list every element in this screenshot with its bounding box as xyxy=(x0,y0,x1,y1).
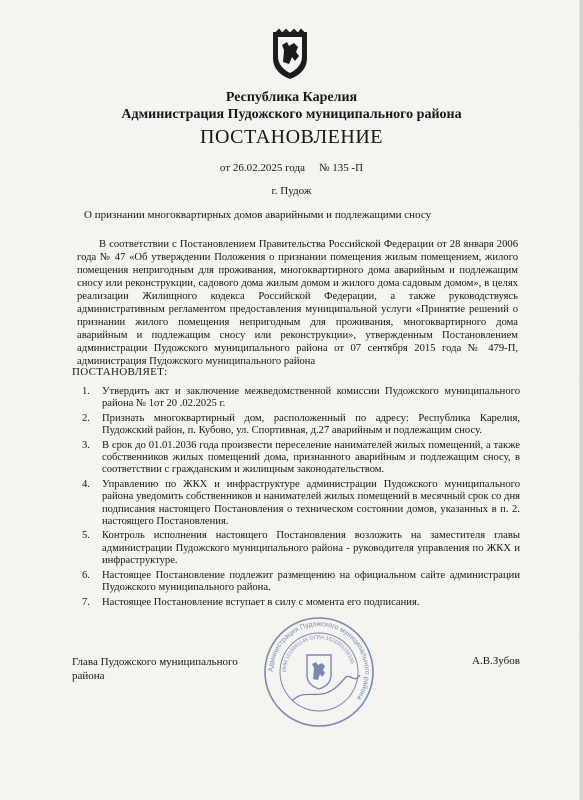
item-text: Управлению по ЖКХ и инфраструктуре администрации Пудожского муниципального района уведомить собственников и нанимателей жилых помещений в месячный срок со дня подписания настоящего Постановления о техническом состоянии домов, указанных в п. 2. настоящего Постановления. xyxy=(102,478,520,528)
signatory-position xyxy=(72,655,238,683)
resolution-item xyxy=(80,440,520,477)
resolution-item xyxy=(80,413,520,438)
document-type: ПОСТАНОВЛЕНИЕ xyxy=(200,126,383,148)
document-city: г. Пудож xyxy=(271,185,312,197)
document-date-number xyxy=(0,162,583,174)
item-text: Утвердить акт и заключение межведомственной комиссии Пудожского муниципального района № 1от 20 .02.2025 г. xyxy=(102,386,520,410)
item-text: Настоящее Постановление подлежит размещению на официальном сайте администрации Пудожского муниципального района. xyxy=(102,569,520,594)
document-date: от 26.02.2025 года xyxy=(219,162,305,174)
item-number: 6. xyxy=(82,569,90,581)
resolution-items xyxy=(80,386,520,611)
item-number: 5. xyxy=(82,530,90,542)
resolution-item xyxy=(80,386,520,411)
resolves-heading: ПОСТАНОВЛЯЕТ: xyxy=(72,366,168,378)
item-number: 2. xyxy=(82,412,90,424)
official-stamp xyxy=(262,615,376,729)
item-number: 7. xyxy=(82,596,90,608)
item-text: Настоящее Постановление вступает в силу с момента его подписания. xyxy=(102,596,420,608)
resolution-item xyxy=(80,570,520,595)
item-number: 4. xyxy=(82,478,90,490)
republic-title: Республика Карелия xyxy=(225,90,358,105)
item-text: Контроль исполнения настоящего Постановления возложить на заместителя главы администрации Пудожского муниципального района - руководителя управления по ЖКХ и инфраструктуре. xyxy=(102,530,520,567)
stamp-inner-text: ИНН 1015001145 ОГРН 1021001150190 xyxy=(281,634,355,673)
signatory-position-line2: района xyxy=(72,670,105,682)
item-number: 1. xyxy=(82,386,90,397)
item-number: 3. xyxy=(82,439,90,451)
document-number: № 135 -П xyxy=(318,162,364,174)
stamp-emblem-icon xyxy=(307,655,331,689)
resolution-item xyxy=(80,597,520,609)
administration-title: Администрация Пудожского муниципального района xyxy=(121,107,462,122)
document-subject: О признании многоквартирных домов аварийными и подлежащими сносу xyxy=(84,209,432,221)
item-text: Признать многоквартирный дом, расположенный по адресу: Республика Карелия, Пудожский район, п. Кубово, ул. Спортивная, д.27 аварийным и подлежащим сносу. xyxy=(102,412,520,437)
signatory-name: А.В.Зубов xyxy=(472,655,520,667)
stamp-outer-text: Администрация Пудожского муниципального района xyxy=(267,620,371,702)
resolution-item xyxy=(80,530,520,567)
signatory-position-line1: Глава Пудожского муниципального xyxy=(72,656,238,668)
item-text: В срок до 01.01.2036 года произвести переселение нанимателей жилых помещений, а также собственников жилых помещений дома, признанного аварийным и подлежащим сносу, в соответствии с гражданским и жилищным законодательством. xyxy=(102,439,520,476)
resolution-item xyxy=(80,479,520,529)
karelia-coat-of-arms-icon xyxy=(270,28,310,80)
preamble-paragraph: В соответствии с Постановлением Правительства Российской Федерации от 28 января 2006 года № 47 «Об утверждении Положения о признании помещения жилым помещением, жилого помещения непригодным для проживания, многоквартирного дома аварийным и подлежащим сносу или реконструкции, садового дома жилым домом и жилого дома садовым домом», в целях реализации Жилищного кодекса Российской Федерации, а также руководствуясь административным регламентом предоставления муниципальной услуги «Принятие решений о признании жилого помещения непригодным для проживания, многоквартирного дома аварийным и подлежащим сносу или реконструкции», утвержденным Постановлением администрации Пудожского муниципального района от 07 сентября 2015 года № 479-П, администрация Пудожского муниципального района xyxy=(77,239,518,367)
